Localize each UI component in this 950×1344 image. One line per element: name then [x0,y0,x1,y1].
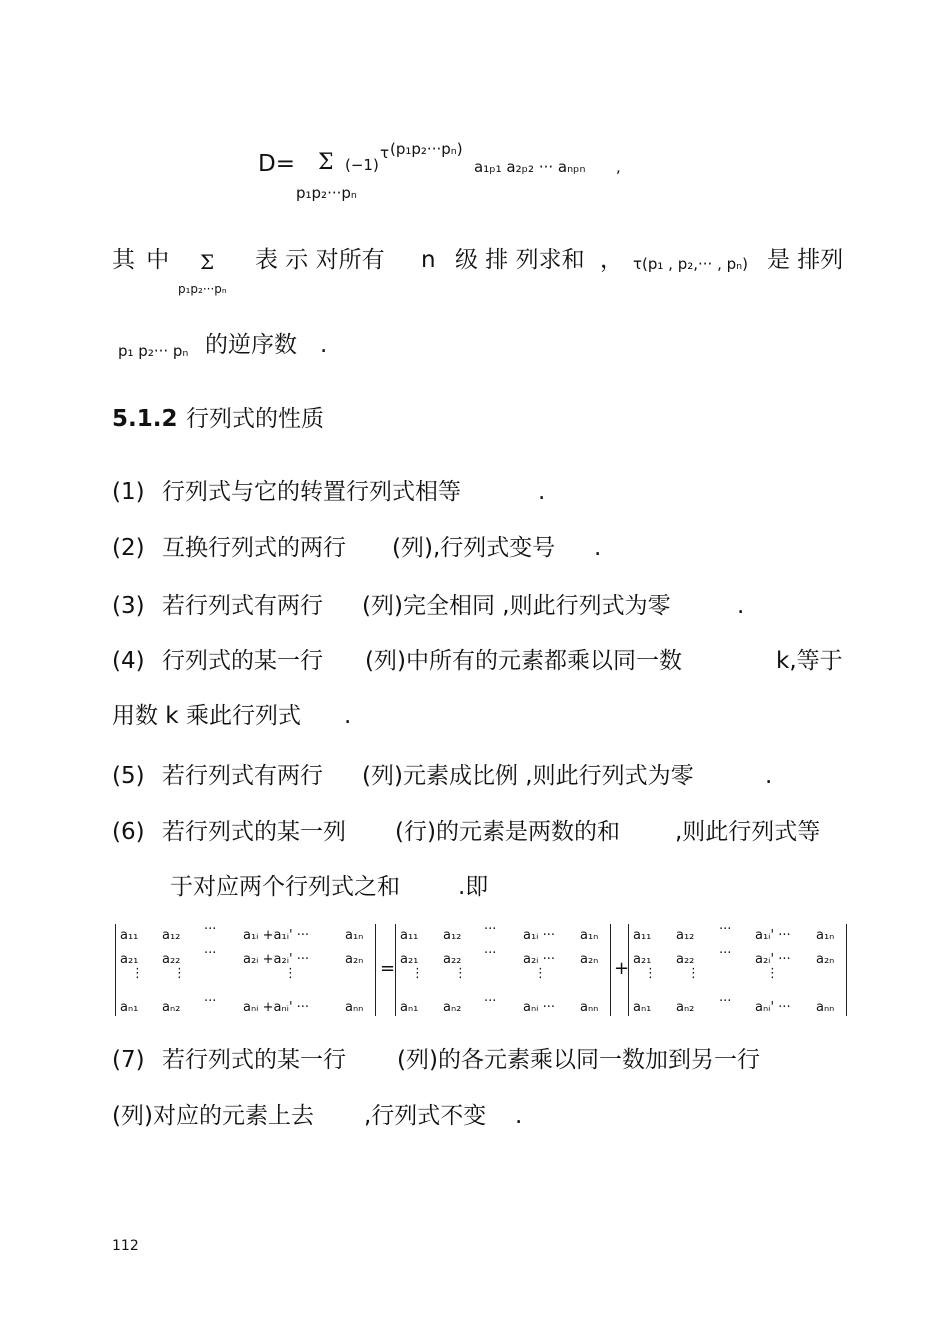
item-text: 若行列式有两行 [162,593,323,619]
item-end: . [538,479,546,505]
matrix-cell: a₁ᵢ +a₁ᵢ' ··· [243,928,310,943]
matrix-cell: ··· [484,994,497,1009]
item-end: . [594,535,602,561]
equals-sign: = [380,958,396,979]
explain-n: n [421,247,436,273]
matrix-cell: ··· [719,994,732,1009]
matrix-cell: a₂ᵢ' ··· [755,952,791,967]
item-paren: (行)的元素是两数的和 [395,819,620,845]
item-text: 互换行列式的两行 [162,535,346,561]
explain-comma: ， [600,247,623,273]
matrix-cell: a₂₂ [443,952,462,967]
det-bar-right [846,924,847,1016]
item-text: 行列式与它的转置行列式相等 [162,479,461,505]
matrix-cell: a₁₂ [443,928,462,943]
item-continuation-end: .即 [458,874,489,900]
item-paren: (列),行列式变号 [392,535,556,561]
matrix-cell: a₁₁ [633,928,652,943]
section-number: 5.1.2 [112,406,178,432]
formula-sign: (−1) [345,156,379,174]
matrix-cell: aₙ₂ [443,1000,462,1015]
item-end: . [737,593,745,619]
formula-lhs: D= [258,151,295,177]
matrix-cell: a₁₁ [400,928,419,943]
matrix-cell: a₂ₙ [345,952,364,967]
item-number: (1) [112,479,145,505]
matrix-cell: ⋮ [644,966,657,981]
matrix-cell: a₁ᵢ ··· [523,928,556,943]
det-bar-left [395,924,396,1016]
matrix-cell: a₂₂ [676,952,695,967]
matrix-cell: aₙᵢ +aₙᵢ' ··· [243,1000,310,1015]
matrix-cell: aₙ₁ [633,1000,652,1015]
matrix-cell: a₂₁ [400,952,419,967]
item-paren: (列)元素成比例 ,则此行列式为零 [362,763,694,789]
matrix-cell: ··· [204,922,217,937]
matrix-cell: ··· [719,922,732,937]
item-number: (7) [112,1047,145,1073]
matrix-cell: a₂ₙ [816,952,835,967]
matrix-cell: a₁ₙ [580,928,599,943]
formula-terms: a₁ₚ₁ a₂ₚ₂ ··· aₙₚₙ [474,158,586,176]
item-text: 若行列式的某一行 [162,1047,346,1073]
matrix-cell: a₁₂ [676,928,695,943]
matrix-cell: ··· [484,946,497,961]
explain-line2-end: . [320,332,328,358]
matrix-cell: a₂ᵢ ··· [523,952,556,967]
explain-mid2: 级 排 列求和 [455,247,585,273]
formula-comma: , [616,158,621,176]
explain-tail: 是 排列 [767,247,844,273]
matrix-cell: a₁ᵢ' ··· [755,928,791,943]
item-text: 若行列式的某一列 [162,819,346,845]
matrix-cell: ⋮ [454,966,467,981]
item-paren: (列)中所有的元素都乘以同一数 [365,648,682,674]
matrix-cell: aₙ₂ [676,1000,695,1015]
tau-symbol: τ [380,144,390,162]
matrix-cell: aₙ₂ [162,1000,181,1015]
matrix-cell: aₙₙ [580,1000,599,1015]
matrix-cell: ⋮ [534,966,547,981]
matrix-cell: a₁₁ [120,928,139,943]
matrix-cell: ⋮ [284,966,297,981]
explain-perm: p₁ p₂··· pₙ [118,342,189,360]
matrix-cell: a₂ₙ [580,952,599,967]
matrix-cell: aₙᵢ' ··· [755,1000,791,1015]
matrix-cell: a₁₂ [162,928,181,943]
formula-exponent: (p₁p₂···pₙ) [390,140,463,158]
matrix-cell: aₙₙ [345,1000,364,1015]
det-bar-right [610,924,611,1016]
det-bar-left [115,924,116,1016]
matrix-cell: a₂ᵢ +a₂ᵢ' ··· [243,952,310,967]
matrix-cell: a₂₁ [633,952,652,967]
matrix-cell: aₙ₁ [400,1000,419,1015]
item-number: (2) [112,535,145,561]
item-tail: ,则此行列式等 [675,819,821,845]
matrix-cell: aₙ₁ [120,1000,139,1015]
matrix-cell: ⋮ [687,966,700,981]
matrix-cell: ⋮ [766,966,779,981]
explain-line2-text: 的逆序数 [205,332,297,358]
matrix-cell: ··· [484,922,497,937]
matrix-cell: ⋮ [173,966,186,981]
item-number: (5) [112,763,145,789]
matrix-cell: a₁ₙ [345,928,364,943]
item-end: . [765,763,773,789]
item-text: 若行列式有两行 [162,763,323,789]
item-text: 行列式的某一行 [162,648,323,674]
item-paren: (列)完全相同 ,则此行列式为零 [362,593,671,619]
explain-prefix: 其 中 [112,247,172,273]
explain-sum-index: p₁p₂···pₙ [178,282,227,296]
matrix-cell: a₂₁ [120,952,139,967]
matrix-cell: aₙₙ [816,1000,835,1015]
item-end: . [344,703,352,729]
page-number: 112 [112,1238,139,1254]
matrix-cell: ⋮ [131,966,144,981]
section-title: 行列式的性质 [186,406,324,432]
explain-sigma: Σ [200,250,215,274]
matrix-cell: aₙᵢ ··· [523,1000,555,1015]
matrix-cell: a₂₂ [162,952,181,967]
matrix-cell: ··· [204,946,217,961]
item-continuation: 于对应两个行列式之和 [170,874,400,900]
matrix-cell: a₁ₙ [816,928,835,943]
item-end: . [515,1103,523,1129]
matrix-cell: ⋮ [411,966,424,981]
item-paren: (列)的各元素乘以同一数加到另一行 [397,1047,760,1073]
sum-index: p₁p₂···pₙ [296,184,357,202]
det-bar-right [375,924,376,1016]
sigma-symbol: Σ [318,150,334,175]
item-k: k,等于 [776,648,843,674]
item-continuation: (列)对应的元素上去 [112,1103,314,1129]
item-continuation: 用数 k 乘此行列式 [112,703,301,729]
item-continuation-tail: ,行列式不变 [364,1103,487,1129]
matrix-cell: ··· [204,994,217,1009]
item-number: (3) [112,593,145,619]
item-number: (6) [112,819,145,845]
matrix-cell: ··· [719,946,732,961]
explain-tau-expr: τ(p₁ , p₂,··· , pₙ) [633,255,748,273]
explain-mid: 表 示 对所有 [255,247,385,273]
plus-sign: + [614,958,630,979]
item-number: (4) [112,648,145,674]
